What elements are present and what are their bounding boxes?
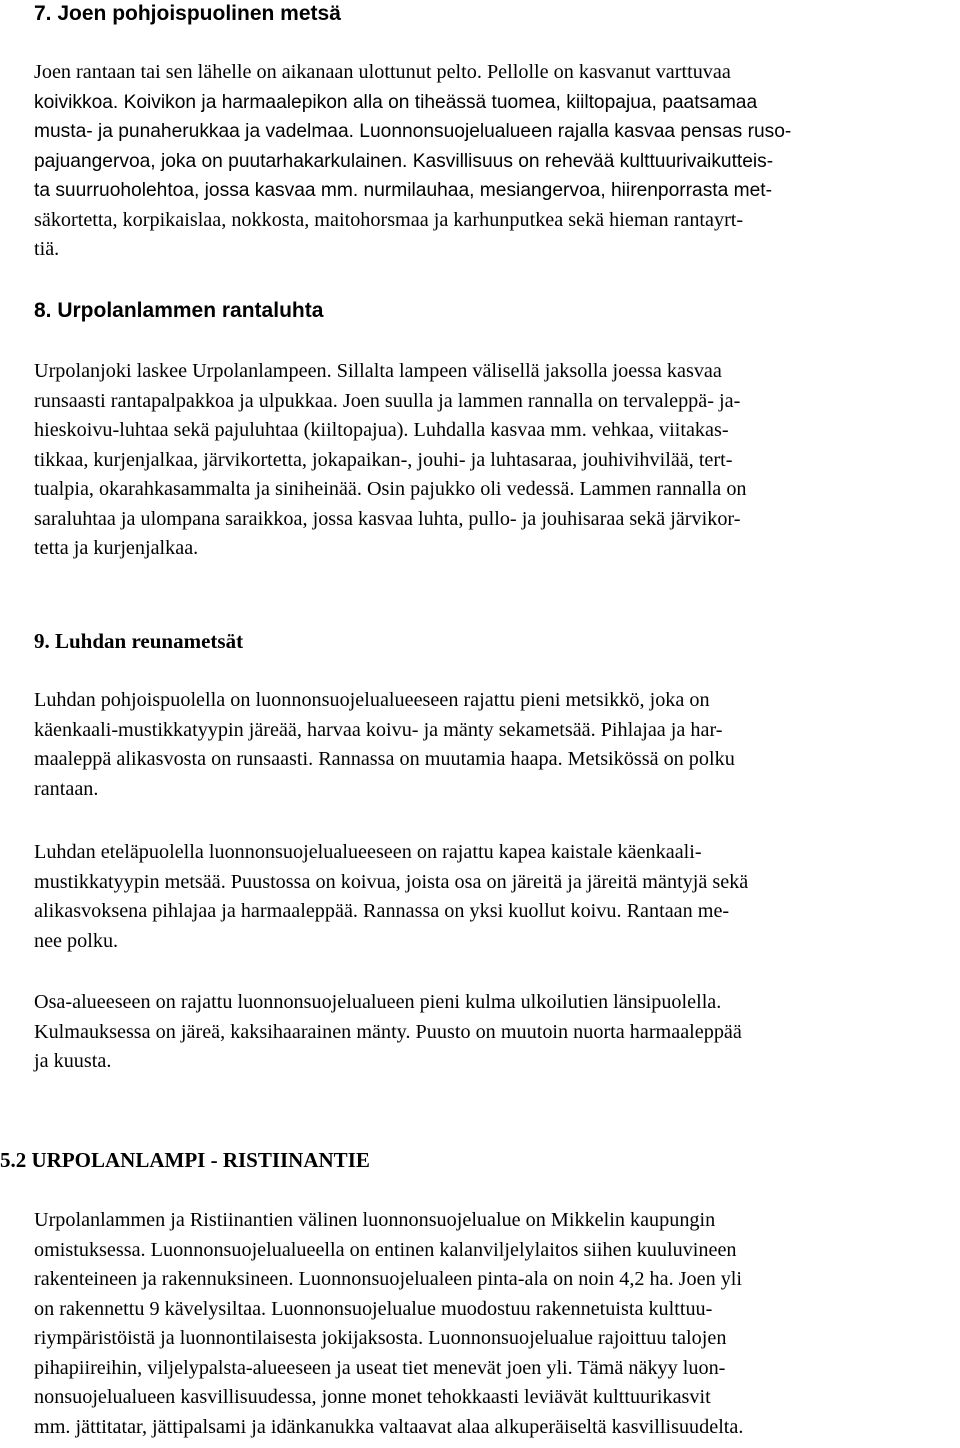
text-line: Luhdan eteläpuolella luonnonsuojelualueeseen on rajattu kapea kaistale käenkaali- [34, 841, 702, 863]
text-line: Joen rantaan tai sen lähelle on aikanaan ulottunut pelto. Pellolle on kasvanut varttuvaa [34, 61, 731, 83]
text-line: koivikkoa. Koivikon ja harmaalepikon alla on tiheässä tuomea, kiiltopajua, paatsamaa [34, 91, 758, 113]
text-line: omistuksessa. Luonnonsuojelualueella on entinen kalanviljelylaitos siihen kuuluvineen [34, 1238, 737, 1261]
section-heading-8: 8. Urpolanlammen rantaluhta [34, 299, 324, 322]
paragraph-9-2 [34, 838, 748, 956]
text-line: pihapiireihin, viljelypalsta-alueeseen ja useat tiet menevät joen yli. Tämä näkyy luon- [34, 1356, 726, 1379]
text-line: käenkaali-mustikkatyypin järeää, harvaa koivu- ja mänty sekametsää. Pihlajaa ja har- [34, 718, 723, 741]
paragraph-9-1 [34, 686, 735, 804]
text-line: Luhdan pohjoispuolella on luonnonsuojelualueeseen rajattu pieni metsikkö, joka on [34, 689, 710, 711]
paragraph-5-2-1 [34, 1206, 743, 1442]
text-line: mm. jättitatar, jättipalsami ja idänkanukka valtaavat alaa alkuperäiseltä kasvillisuudelta. [34, 1415, 744, 1438]
text-line: Kulmauksessa on järeä, kaksihaarainen mänty. Puusto on muutoin nuorta harmaaleppää [34, 1020, 742, 1043]
text-line: nonsuojelualueen kasvillisuudessa, jonne monet tehokkaasti leviävät kulttuurikasvit [34, 1386, 711, 1408]
text-line: musta- ja punaherukkaa ja vadelmaa. Luonnonsuojelualueen rajalla kasvaa pensas ruso- [34, 121, 792, 142]
text-line: rakenteineen ja rakennuksineen. Luonnonsuojelualeen pinta-ala on noin 4,2 ha. Joen yli [34, 1268, 743, 1290]
text-line: säkortetta, korpikaislaa, nokkosta, maitohorsmaa ja karhunputkea sekä hieman rantayrt- [34, 208, 744, 231]
text-line: ja kuusta. [34, 1050, 112, 1072]
paragraph-7-1 [34, 58, 791, 265]
text-line: tiä. [34, 238, 60, 260]
section-heading-5-2: 5.2 URPOLANLAMPI - RISTIINANTIE [0, 1148, 370, 1172]
text-line: Urpolanlammen ja Ristiinantien välinen luonnonsuojelualue on Mikkelin kaupungin [34, 1209, 716, 1231]
paragraph-9-3 [34, 988, 742, 1077]
text-line: nee polku. [34, 929, 119, 952]
text-line: riympäristöistä ja luonnontilaisesta jokijaksosta. Luonnonsuojelualue rajoittuu talojen [34, 1327, 727, 1349]
text-line: rantaan. [34, 777, 99, 800]
text-line: Osa-alueeseen on rajattu luonnonsuojelualueen pieni kulma ulkoilutien länsipuolella. [34, 991, 722, 1013]
text-line: runsaasti rantapalpakkoa ja ulpukkaa. Joen suulla ja lammen rannalla on tervaleppä- ja- [34, 389, 741, 412]
section-heading-9: 9. Luhdan reunametsät [34, 629, 244, 653]
text-line: alikasvoksena pihlajaa ja harmaaleppää. Rannassa on yksi kuollut koivu. Rantaan me- [34, 900, 730, 922]
text-line: pajuangervoa, joka on puutarhakarkulainen. Kasvillisuus on rehevää kulttuurivaikutteis- [34, 150, 774, 172]
text-line: ta suurruoholehtoa, jossa kasvaa mm. nurmilauhaa, mesiangervoa, hiirenporrasta met- [34, 180, 773, 201]
text-line: tikkaa, kurjenjalkaa, järvikortetta, jokapaikan-, jouhi- ja luhtasaraa, jouhivihvilää, tert- [34, 448, 733, 471]
section-heading-7: 7. Joen pohjoispuolinen metsä [34, 2, 341, 25]
text-line: on rakennettu 9 kävelysiltaa. Luonnonsuojelualue muodostuu rakennetuista kulttuu- [34, 1297, 713, 1320]
paragraph-8-1 [34, 357, 747, 564]
text-line: hieskoivu-luhtaa sekä pajuluhtaa (kiiltopajua). Luhdalla kasvaa mm. vehkaa, viitakas- [34, 419, 729, 441]
text-line: mustikkatyypin metsää. Puustossa on koivua, joista osa on järeitä ja järeitä mäntyjä sekä [34, 870, 749, 893]
text-line: maaleppä alikasvosta on runsaasti. Rannassa on muutamia haapa. Metsikössä on polku [34, 748, 735, 770]
text-line: saraluhtaa ja ulompana saraikkoa, jossa kasvaa luhta, pullo- ja jouhisaraa sekä järvikor- [34, 507, 741, 530]
text-line: Urpolanjoki laskee Urpolanlampeen. Sillalta lampeen välisellä jaksolla joessa kasvaa [34, 360, 722, 382]
text-line: tualpia, okarahkasammalta ja siniheinää. Osin pajukko oli vedessä. Lammen rannalla on [34, 478, 747, 500]
text-line: tetta ja kurjenjalkaa. [34, 537, 199, 559]
